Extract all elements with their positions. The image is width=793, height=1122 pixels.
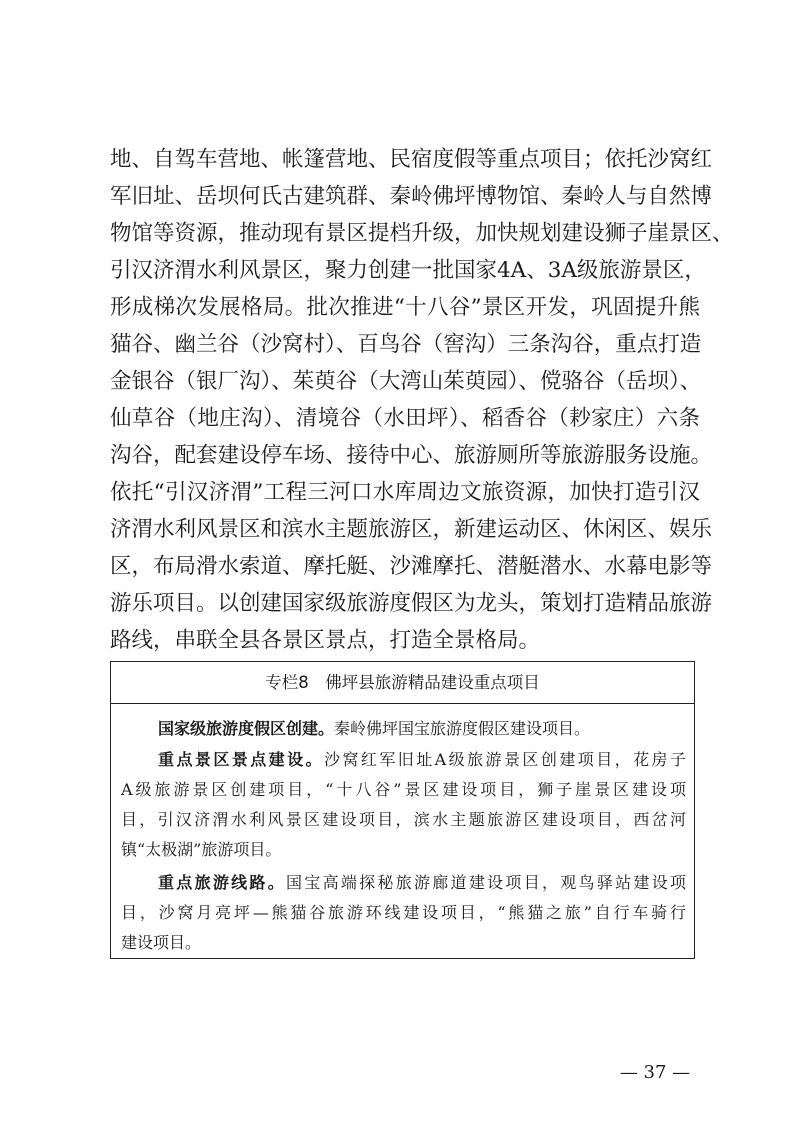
body-line: 引汉济渭水利风景区，聚力创建一批国家4A、3A级旅游景区， [110,258,706,283]
box-paragraph-line: 目，沙窝月亮坪—熊猫谷旅游环线建设项目，“熊猫之旅”自行车骑行 [121,903,686,922]
box-paragraph-line [158,718,686,740]
body-line: 金银谷（银厂沟）、茱萸谷（大湾山茱萸园）、傥骆谷（岳坝）、 [110,369,702,394]
box-paragraph-line [158,749,686,771]
body-line: 济渭水利风景区和滨水主题旅游区，新建运动区、休闲区、娱乐 [110,517,713,542]
box-paragraph-line: A级旅游景区创建项目，“十八谷”景区建设项目，狮子崖景区建设项 [121,780,686,799]
body-line: 地、自驾车营地、帐篷营地、民宿度假等重点项目；依托沙窝红 [110,147,713,172]
feature-box [110,661,695,959]
box-paragraph-line [158,872,686,894]
box-paragraph-heading: 国家级旅游度假区创建。 [158,719,335,738]
box-paragraph-line: 建设项目。 [121,933,202,952]
body-line: 仙草谷（地庄沟）、清境谷（水田坪）、稻香谷（耖家庄）六条 [110,406,700,431]
body-line: 依托“引汉济渭”工程三河口水库周边文旅资源，加快打造引汉 [110,480,700,505]
box-title: 专栏8 佛坪县旅游精品建设重点项目 [111,662,694,704]
body-line: 形成梯次发展格局。批次推进“十八谷”景区开发，巩固提升熊 [110,295,700,320]
body-line: 军旧址、岳坝何氏古建筑群、秦岭佛坪博物馆、秦岭人与自然博 [110,184,713,209]
box-paragraph-heading: 重点旅游线路。 [158,873,286,892]
body-line: 路线，串联全县各景区景点，打造全景格局。 [110,628,541,653]
box-paragraph-text: 秦岭佛坪国宝旅游度假区建设项目。 [334,719,591,738]
body-line: 物馆等资源，推动现有景区提档升级，加快规划建设狮子崖景区、 [110,221,734,246]
box-paragraph-heading: 重点景区景点建设。 [158,750,324,769]
body-line: 猫谷、幽兰谷（沙窝村）、百鸟谷（窖沟）三条沟谷，重点打造 [110,332,702,357]
box-paragraph-text: 国宝高端探秘旅游廊道建设项目，观鸟驿站建设项 [286,873,686,892]
page-number: — 37 — [619,1062,691,1083]
box-paragraph-text: 沙窝红军旧址A级旅游景区创建项目，花房子 [324,750,686,769]
body-line: 游乐项目。以创建国家级旅游度假区为龙头，策划打造精品旅游 [110,591,713,616]
box-paragraph-line: 镇“太极湖”旅游项目。 [121,840,282,859]
body-line: 区，布局滑水索道、摩托艇、沙滩摩托、潜艇潜水、水幕电影等 [110,554,713,579]
box-paragraph-line: 目，引汉济渭水利风景区建设项目，滨水主题旅游区建设项目，西岔河 [121,810,686,829]
body-line: 沟谷，配套建设停车场、接待中心、旅游厕所等旅游服务设施。 [110,443,713,468]
